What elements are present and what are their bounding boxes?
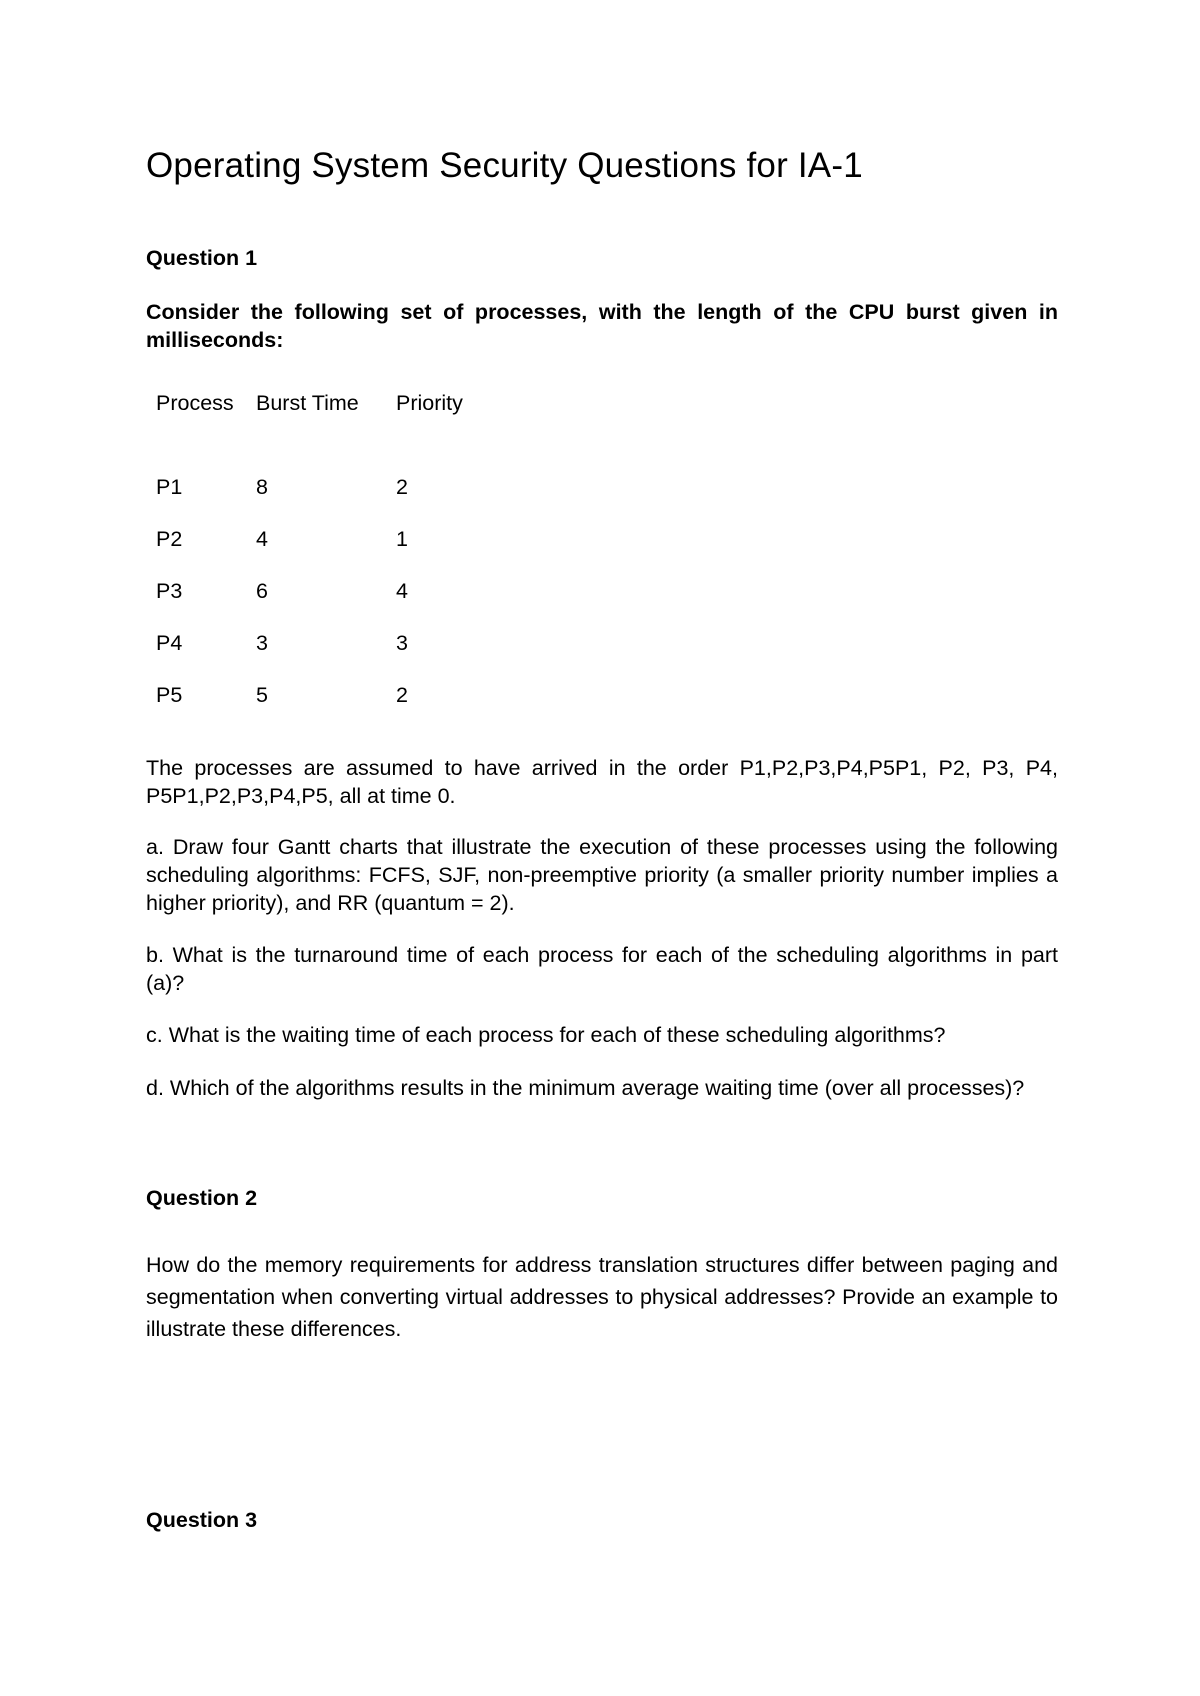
table-cell: P3: [156, 579, 183, 603]
table-cell: P5: [156, 683, 183, 707]
table-cell: 6: [256, 579, 268, 603]
question-1-part-a: a. Draw four Gantt charts that illustrate the execution of these processes using the following scheduling algorithms: FCFS, SJF, non-preemptive priority (a smaller priority number implies a higher priority), and RR (quantum = 2).: [146, 835, 1058, 915]
table-cell: 5: [256, 683, 268, 707]
process-table: [146, 388, 516, 732]
table-cell: 8: [256, 475, 268, 499]
table-row: [146, 628, 516, 680]
table-cell: P2: [156, 527, 183, 551]
column-header: Process: [156, 391, 234, 415]
table-cell: 4: [396, 579, 408, 603]
question-1-heading: Question 1: [146, 246, 258, 270]
table-row: [146, 680, 516, 732]
question-1-intro: Consider the following set of processes, with the length of the CPU burst given in milliseconds:: [146, 300, 1058, 352]
document-title: Operating System Security Questions for IA-1: [146, 146, 863, 185]
table-cell: 1: [396, 527, 408, 551]
table-cell: 4: [256, 527, 268, 551]
question-3-heading: Question 3: [146, 1508, 258, 1532]
column-header: Priority: [396, 391, 463, 415]
question-1-part-b: b. What is the turnaround time of each process for each of the scheduling algorithms in part (a)?: [146, 943, 1058, 995]
table-cell: 3: [396, 631, 408, 655]
table-row: [146, 524, 516, 576]
table-cell: 2: [396, 475, 408, 499]
table-cell: 2: [396, 683, 408, 707]
table-header-row: [146, 388, 516, 472]
arrival-note: The processes are assumed to have arrived in the order P1,P2,P3,P4,P5P1, P2, P3, P4, P5P1,P2,P3,P4,P5, all at time 0.: [146, 756, 1058, 808]
table-cell: 3: [256, 631, 268, 655]
question-1-part-d: d. Which of the algorithms results in the minimum average waiting time (over all processes)?: [146, 1076, 1025, 1100]
table-row: [146, 576, 516, 628]
question-1-part-c: c. What is the waiting time of each process for each of these scheduling algorithms?: [146, 1023, 946, 1047]
table-cell: P1: [156, 475, 183, 499]
table-row: [146, 472, 516, 524]
table-cell: P4: [156, 631, 183, 655]
question-2-heading: Question 2: [146, 1186, 258, 1210]
question-2-text: How do the memory requirements for address translation structures differ between paging and segmentation when converting virtual addresses to physical addresses? Provide an example to illustrate these differences.: [146, 1253, 1058, 1341]
column-header: Burst Time: [256, 391, 359, 415]
